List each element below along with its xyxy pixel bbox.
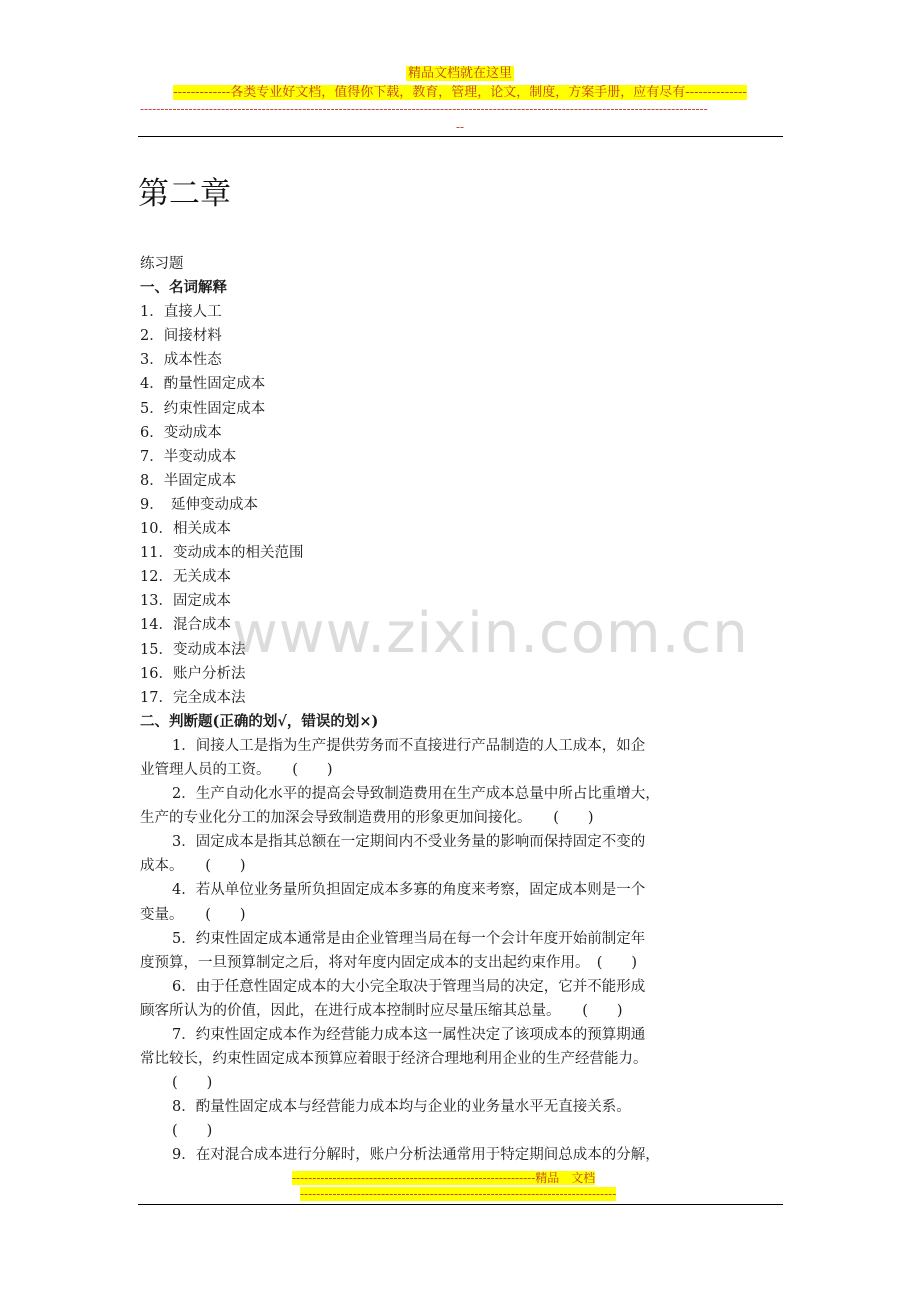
question-item [140, 782, 712, 830]
term-item: 13．固定成本 [140, 593, 231, 610]
term-item: 16．账户分析法 [140, 665, 246, 682]
term-item: 6．变动成本 [140, 424, 222, 441]
section-heading-judgement: 二、判断题(正确的划√，错误的划×) [140, 712, 379, 730]
header-dash-line: -------------------------------------------------------------------------------------------------------------------------------------------- [140, 102, 708, 116]
question-text: 2．生产自动化水平的提高会导致制造费用在生产成本总量中所占比重增大， [172, 786, 660, 803]
question-item [140, 927, 712, 975]
question-item [140, 975, 712, 1023]
term-item: 4．酌量性固定成本 [140, 376, 266, 393]
term-item: 8．半固定成本 [140, 472, 237, 489]
question-item [140, 878, 712, 926]
header-dash-line-continued: -- [455, 120, 465, 134]
watermark: www.zixin.com.cn [232, 601, 749, 666]
question-text: 7．约束性固定成本作为经营能力成本这一属性决定了该项成本的预算期通 [172, 1027, 646, 1043]
question-text: 5．约束性固定成本通常是由企业管理当局在每一个会计年度开始前制定年 [172, 930, 646, 947]
footer-divider [138, 1204, 783, 1205]
term-item: 17．完全成本法 [140, 689, 246, 706]
question-item [140, 1143, 712, 1167]
term-item: 10．相关成本 [140, 521, 231, 538]
footer-dash-line: ------------------------------------------------------------------------------ [300, 1187, 617, 1201]
term-item: 3．成本性态 [140, 352, 222, 369]
term-item: 14．混合成本 [140, 617, 231, 634]
question-item [140, 1023, 712, 1095]
question-list [140, 734, 712, 1168]
question-item [140, 830, 712, 878]
header-slogan: -------------各类专业好文档，值得你下载，教育，管理，论文，制度，方案手册，应有尽有-------------- [173, 85, 747, 100]
term-item: 7．半变动成本 [140, 448, 237, 465]
document-body [140, 252, 712, 1168]
question-text: 3．固定成本是指其总额在一定期间内不受业务量的影响而保持固定不变的 [172, 834, 646, 851]
term-item: 5．约束性固定成本 [140, 400, 266, 417]
question-item [140, 734, 712, 782]
header-title: 精品文档就在这里 [407, 66, 512, 81]
question-text: 4．若从单位业务量所负担固定成本多寡的角度来考察，固定成本则是一个 [172, 882, 646, 899]
question-text: 1．间接人工是指为生产提供劳务而不直接进行产品制造的人工成本，如企 [172, 737, 646, 754]
term-item: 1．直接人工 [140, 304, 222, 321]
section-heading-terms: 一、名词解释 [140, 279, 227, 297]
question-text: 变量。 ( ) [140, 906, 246, 923]
question-text: 9．在对混合成本进行分解时，账户分析法通常用于特定期间总成本的分解， [172, 1147, 660, 1164]
term-item: 9． 延伸变动成本 [140, 496, 258, 513]
header-divider [138, 136, 783, 137]
term-item: 2．间接材料 [140, 328, 222, 345]
footer-line: ------------------------------------------------------------精品 文档 [292, 1171, 596, 1185]
question-text: 常比较长，约束性固定成本预算应着眼于经济合理地利用企业的生产经营能力。 [140, 1051, 648, 1068]
question-text: 顾客所认为的价值，因此，在进行成本控制时应尽量压缩其总量。 ( ) [140, 1002, 623, 1019]
question-text: ( ) [172, 1123, 213, 1140]
term-item: 15．变动成本法 [140, 641, 246, 658]
term-item: 11．变动成本的相关范围 [140, 545, 304, 562]
question-text: 生产的专业化分工的加深会导致制造费用的形象更加间接化。 ( ) [140, 810, 594, 827]
question-text: 成本。 ( ) [140, 858, 246, 875]
question-item [140, 1095, 712, 1143]
question-text: 度预算，一旦预算制定之后，将对年度内固定成本的支出起约束作用。 ( ) [140, 954, 638, 971]
question-text: ( ) [172, 1075, 213, 1092]
question-text: 业管理人员的工资。 ( ) [140, 761, 333, 778]
question-text: 8．酌量性固定成本与经营能力成本均与企业的业务量水平无直接关系。 [172, 1099, 631, 1116]
exercise-label: 练习题 [140, 256, 184, 272]
question-text: 6．由于任意性固定成本的大小完全取决于管理当局的决定，它并不能形成 [172, 978, 646, 995]
chapter-title: 第二章 [138, 176, 231, 212]
term-item: 12．无关成本 [140, 569, 231, 586]
term-list [140, 300, 712, 710]
